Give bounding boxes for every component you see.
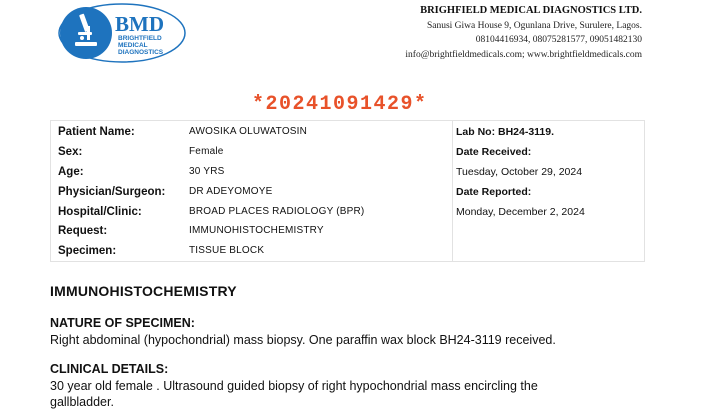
nature-of-specimen-text: Right abdominal (hypochondrial) mass biopsy. One paraffin wax block BH24-3119 received. xyxy=(50,333,556,347)
date-received-value: Tuesday, October 29, 2024 xyxy=(456,166,583,178)
svg-text:BRIGHTFIELD: BRIGHTFIELD xyxy=(118,35,162,42)
clinical-details-line-1: 30 year old female . Ultrasound guided biopsy of right hypochondrial mass encircling the xyxy=(50,379,538,393)
company-phones: 08104416934, 08075281577, 09051482130 xyxy=(475,35,642,45)
svg-text:MEDICAL: MEDICAL xyxy=(118,42,148,49)
clinical-details-label: CLINICAL DETAILS: xyxy=(50,362,169,376)
nature-of-specimen-label: NATURE OF SPECIMEN: xyxy=(50,316,195,330)
clinical-details-line-2: gallbladder. xyxy=(50,395,114,409)
bmd-logo xyxy=(58,2,188,64)
info-divider xyxy=(452,120,453,262)
company-contact[interactable]: info@brightfieldmedicals.com; www.brightfieldmedicals.com xyxy=(405,49,642,60)
company-header xyxy=(405,4,642,62)
date-reported-value: Monday, December 2, 2024 xyxy=(456,206,585,218)
date-reported-label: Date Reported: xyxy=(456,186,532,198)
report-title: IMMUNOHISTOCHEMISTRY xyxy=(50,283,237,299)
company-address: Sanusi Giwa House 9, Ogunlana Drive, Surulere, Lagos. xyxy=(426,20,642,31)
svg-text:DIAGNOSTICS: DIAGNOSTICS xyxy=(118,49,164,56)
date-received-label: Date Received: xyxy=(456,146,532,158)
company-name: BRIGHFIELD MEDICAL DIAGNOSTICS LTD. xyxy=(420,5,642,16)
svg-text:BMD: BMD xyxy=(115,12,164,36)
lab-number: Lab No: BH24-3119. xyxy=(456,126,555,138)
barcode-number: *20241091429* xyxy=(252,93,428,116)
